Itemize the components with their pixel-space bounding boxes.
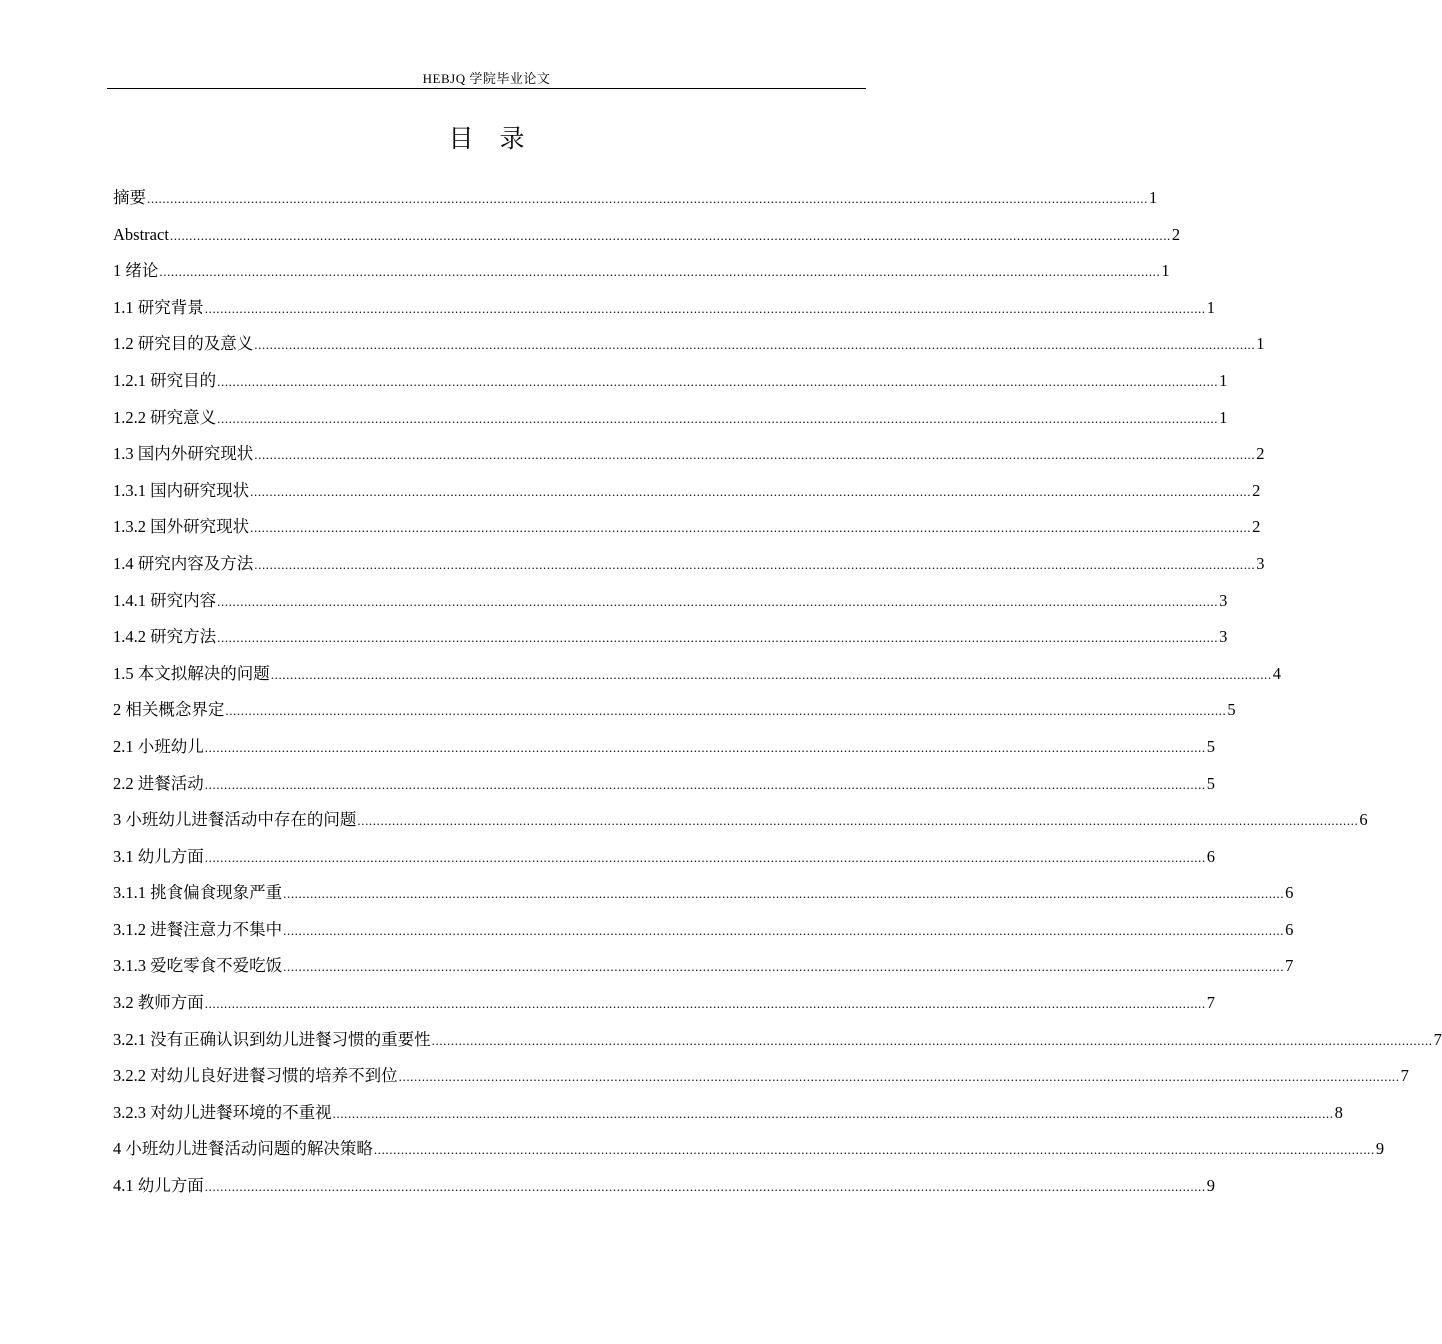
- toc-entry-page-number: 5: [1206, 773, 1215, 793]
- toc-dot-leader: ....................................................................................................................................................................................................................................................................: [204, 849, 1206, 865]
- toc-entry-label: 3.1.2 进餐注意力不集中: [113, 919, 283, 939]
- toc-entry-page-number: 8: [1334, 1102, 1343, 1122]
- toc-entry[interactable]: [113, 1058, 1409, 1095]
- toc-entry-page-number: 5: [1227, 700, 1236, 720]
- toc-dot-leader: ....................................................................................................................................................................................................................................................................: [217, 630, 1219, 646]
- toc-entry-page-number: 7: [1206, 993, 1215, 1013]
- header-rule: [107, 88, 866, 89]
- toc-entry-label: 3 小班幼儿进餐活动中存在的问题: [113, 810, 357, 830]
- toc-dot-leader: ....................................................................................................................................................................................................................................................................: [204, 300, 1206, 316]
- toc-entry-label: 1.2 研究目的及意义: [113, 334, 254, 354]
- toc-entry[interactable]: [113, 619, 1228, 656]
- toc-entry-page-number: 2: [1252, 480, 1261, 500]
- toc-entry-page-number: 6: [1206, 846, 1215, 866]
- toc-entry-page-number: 3: [1219, 627, 1228, 647]
- toc-entry[interactable]: [113, 509, 1261, 546]
- toc-entry[interactable]: [113, 839, 1215, 876]
- toc-list: [113, 180, 1442, 1205]
- toc-entry[interactable]: [113, 1168, 1215, 1205]
- toc-entry-label: 1.3.2 国外研究现状: [113, 517, 250, 537]
- toc-entry[interactable]: [113, 290, 1215, 327]
- toc-entry[interactable]: [113, 948, 1294, 985]
- toc-entry-page-number: 5: [1206, 736, 1215, 756]
- toc-entry-label: 3.2.1 没有正确认识到幼儿进餐习惯的重要性: [113, 1029, 431, 1049]
- toc-entry[interactable]: [113, 802, 1368, 839]
- toc-entry-page-number: 9: [1206, 1176, 1215, 1196]
- toc-dot-leader: ....................................................................................................................................................................................................................................................................: [373, 1142, 1375, 1158]
- toc-entry-page-number: 3: [1219, 590, 1228, 610]
- toc-entry-page-number: 7: [1433, 1029, 1442, 1049]
- toc-entry-label: 1.3.1 国内研究现状: [113, 480, 250, 500]
- toc-dot-leader: ....................................................................................................................................................................................................................................................................: [283, 959, 1285, 975]
- toc-dot-leader: ....................................................................................................................................................................................................................................................................: [254, 447, 1256, 463]
- toc-entry-label: Abstract: [113, 224, 169, 244]
- toc-dot-leader: ....................................................................................................................................................................................................................................................................: [204, 776, 1206, 792]
- toc-dot-leader: ....................................................................................................................................................................................................................................................................: [270, 666, 1272, 682]
- toc-entry-label: 4.1 幼儿方面: [113, 1176, 204, 1196]
- toc-entry[interactable]: [113, 1022, 1442, 1059]
- toc-entry-page-number: 1: [1219, 407, 1228, 427]
- toc-entry-page-number: 2: [1171, 224, 1181, 244]
- toc-entry-label: 1 绪论: [113, 261, 159, 281]
- toc-entry[interactable]: [113, 875, 1294, 912]
- toc-entry-label: 1.5 本文拟解决的问题: [113, 663, 270, 683]
- toc-dot-leader: ....................................................................................................................................................................................................................................................................: [283, 922, 1285, 938]
- toc-entry-label: 4 小班幼儿进餐活动问题的解决策略: [113, 1139, 373, 1159]
- toc-dot-leader: ....................................................................................................................................................................................................................................................................: [204, 1179, 1206, 1195]
- toc-entry-page-number: 7: [1400, 1066, 1409, 1086]
- toc-entry-label: 1.3 国内外研究现状: [113, 444, 254, 464]
- toc-entry-label: 摘要: [113, 188, 146, 207]
- toc-entry-page-number: 2: [1256, 444, 1265, 464]
- toc-entry-label: 3.2.2 对幼儿良好进餐习惯的培养不到位: [113, 1066, 398, 1086]
- toc-entry-label: 3.1.3 爱吃零食不爱吃饭: [113, 956, 283, 976]
- toc-entry-label: 3.1 幼儿方面: [113, 846, 204, 866]
- toc-entry[interactable]: [113, 583, 1228, 620]
- toc-entry-page-number: 1: [1161, 261, 1170, 281]
- toc-dot-leader: ....................................................................................................................................................................................................................................................................: [225, 703, 1227, 719]
- toc-entry-page-number: 1: [1256, 334, 1265, 354]
- toc-entry-label: 2 相关概念界定: [113, 700, 225, 720]
- toc-entry[interactable]: [113, 766, 1215, 803]
- toc-dot-leader: ....................................................................................................................................................................................................................................................................: [217, 410, 1219, 426]
- toc-entry[interactable]: [113, 985, 1215, 1022]
- toc-entry[interactable]: [113, 253, 1170, 290]
- toc-entry-label: 2.2 进餐活动: [113, 773, 204, 793]
- toc-entry[interactable]: [113, 729, 1215, 766]
- toc-entry[interactable]: [113, 912, 1294, 949]
- toc-entry-page-number: 2: [1252, 517, 1261, 537]
- running-header: HEBJQ 学院毕业论文: [422, 71, 551, 86]
- toc-entry-page-number: 1: [1149, 188, 1158, 207]
- toc-entry-label: 3.2.3 对幼儿进餐环境的不重视: [113, 1102, 332, 1122]
- toc-dot-leader: ....................................................................................................................................................................................................................................................................: [250, 483, 1252, 499]
- toc-entry-label: 1.4.1 研究内容: [113, 590, 217, 610]
- toc-dot-leader: ....................................................................................................................................................................................................................................................................: [431, 1032, 1433, 1048]
- toc-entry-page-number: 1: [1219, 370, 1228, 390]
- toc-dot-leader: ....................................................................................................................................................................................................................................................................: [169, 227, 1171, 243]
- toc-entry-page-number: 1: [1206, 297, 1215, 317]
- toc-dot-leader: ....................................................................................................................................................................................................................................................................: [332, 1105, 1334, 1121]
- toc-dot-leader: ....................................................................................................................................................................................................................................................................: [204, 996, 1206, 1012]
- toc-entry[interactable]: [113, 326, 1265, 363]
- toc-title: 目录: [448, 126, 551, 153]
- toc-entry-label: 1.4 研究内容及方法: [113, 553, 254, 573]
- toc-entry-page-number: 3: [1256, 553, 1265, 573]
- toc-dot-leader: ....................................................................................................................................................................................................................................................................: [159, 264, 1161, 280]
- toc-entry[interactable]: [113, 1095, 1343, 1132]
- toc-entry[interactable]: [113, 473, 1261, 510]
- toc-dot-leader: ....................................................................................................................................................................................................................................................................: [217, 593, 1219, 609]
- toc-entry-page-number: 6: [1285, 883, 1294, 903]
- toc-entry-page-number: 9: [1375, 1139, 1385, 1159]
- toc-entry-page-number: 6: [1359, 810, 1368, 830]
- toc-dot-leader: ....................................................................................................................................................................................................................................................................: [204, 739, 1206, 755]
- toc-entry[interactable]: [113, 692, 1236, 729]
- toc-dot-leader: ....................................................................................................................................................................................................................................................................: [283, 886, 1285, 902]
- toc-entry-page-number: 4: [1272, 663, 1281, 683]
- toc-dot-leader: ....................................................................................................................................................................................................................................................................: [398, 1069, 1400, 1085]
- toc-entry[interactable]: [113, 363, 1228, 400]
- toc-dot-leader: ....................................................................................................................................................................................................................................................................: [357, 813, 1359, 829]
- toc-entry[interactable]: [113, 436, 1265, 473]
- toc-entry-label: 1.2.1 研究目的: [113, 370, 217, 390]
- toc-dot-leader: ....................................................................................................................................................................................................................................................................: [254, 337, 1256, 353]
- toc-dot-leader: ....................................................................................................................................................................................................................................................................: [217, 373, 1219, 389]
- toc-dot-leader: ....................................................................................................................................................................................................................................................................: [250, 520, 1252, 536]
- toc-entry-label: 1.1 研究背景: [113, 297, 204, 317]
- toc-entry-label: 3.2 教师方面: [113, 993, 204, 1013]
- toc-entry-page-number: 6: [1285, 919, 1294, 939]
- toc-entry-label: 1.4.2 研究方法: [113, 627, 217, 647]
- toc-entry[interactable]: [113, 1131, 1385, 1168]
- toc-entry[interactable]: [113, 400, 1228, 437]
- toc-entry-label: 3.1.1 挑食偏食现象严重: [113, 883, 283, 903]
- toc-entry[interactable]: [113, 217, 1181, 254]
- toc-dot-leader: ....................................................................................................................................................................................................................................................................: [147, 191, 1148, 206]
- toc-entry[interactable]: [113, 656, 1281, 693]
- toc-entry[interactable]: [113, 546, 1265, 583]
- toc-entry-page-number: 7: [1285, 956, 1294, 976]
- toc-entry[interactable]: [113, 180, 1158, 217]
- toc-entry-label: 2.1 小班幼儿: [113, 736, 204, 756]
- toc-entry-label: 1.2.2 研究意义: [113, 407, 217, 427]
- toc-dot-leader: ....................................................................................................................................................................................................................................................................: [254, 556, 1256, 572]
